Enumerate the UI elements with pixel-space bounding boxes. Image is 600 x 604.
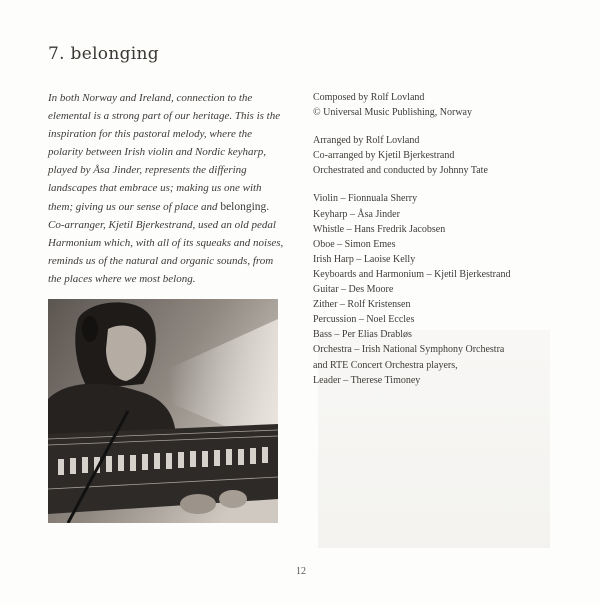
track-credits xyxy=(313,90,583,388)
composition-credits xyxy=(313,90,583,120)
description-text-part2: Co-arranger, Kjetil Bjerkestrand, used an old pedal Harmonium which, with all of its squeaks and noises, reminds us of the natural and organic sounds, from the places where we most belong. xyxy=(48,218,284,285)
credit-line: Co-arranged by Kjetil Bjerkestrand xyxy=(313,150,455,162)
description-highlight-word: belonging. xyxy=(220,200,270,213)
credit-line: Keyboards and Harmonium – Kjetil Bjerkestrand xyxy=(313,268,511,280)
arrangement-credits xyxy=(313,133,583,178)
credit-line: Composed by Rolf Lovland xyxy=(313,92,425,103)
credit-line: Keyharp – Åsa Jinder xyxy=(313,208,400,220)
credit-line: and RTE Concert Orchestra players, xyxy=(313,359,458,371)
credit-line: Percussion – Noel Eccles xyxy=(313,314,415,326)
credit-line: Leader – Therese Timoney xyxy=(313,374,421,386)
performer-credits xyxy=(313,191,583,387)
description-text-part1: In both Norway and Ireland, connection to the elemental is a strong part of our heritage. This is the inspiration for this pastoral melody, where the polarity between Irish violin and Nordic keyharp, played by Åsa Jinder, represents the differing landscapes that embrace us; making us one with them; giving us our sense of place and xyxy=(48,92,281,213)
credit-line: Guitar – Des Moore xyxy=(313,284,394,296)
track-title: 7. belonging xyxy=(48,44,159,64)
credit-line: Arranged by Rolf Lovland xyxy=(313,135,420,147)
credit-line: Bass – Per Elias Drabløs xyxy=(313,329,412,341)
credit-line: Zither – Rolf Kristensen xyxy=(313,299,411,311)
ghost-bleed-through xyxy=(513,45,573,59)
track-description xyxy=(48,89,284,288)
credit-line: Irish Harp – Laoise Kelly xyxy=(313,253,416,265)
credit-line: Oboe – Simon Emes xyxy=(313,238,396,250)
credit-line: Orchestra – Irish National Symphony Orchestra xyxy=(313,344,505,356)
credit-line: Orchestrated and conducted by Johnny Tate xyxy=(313,165,488,177)
credit-line: Violin – Fionnuala Sherry xyxy=(313,193,418,205)
credit-line: © Universal Music Publishing, Norway xyxy=(313,107,472,119)
keyharp-player-photo xyxy=(48,299,278,523)
page-number: 12 xyxy=(296,566,306,577)
credit-line: Whistle – Hans Fredrik Jacobsen xyxy=(313,223,446,235)
